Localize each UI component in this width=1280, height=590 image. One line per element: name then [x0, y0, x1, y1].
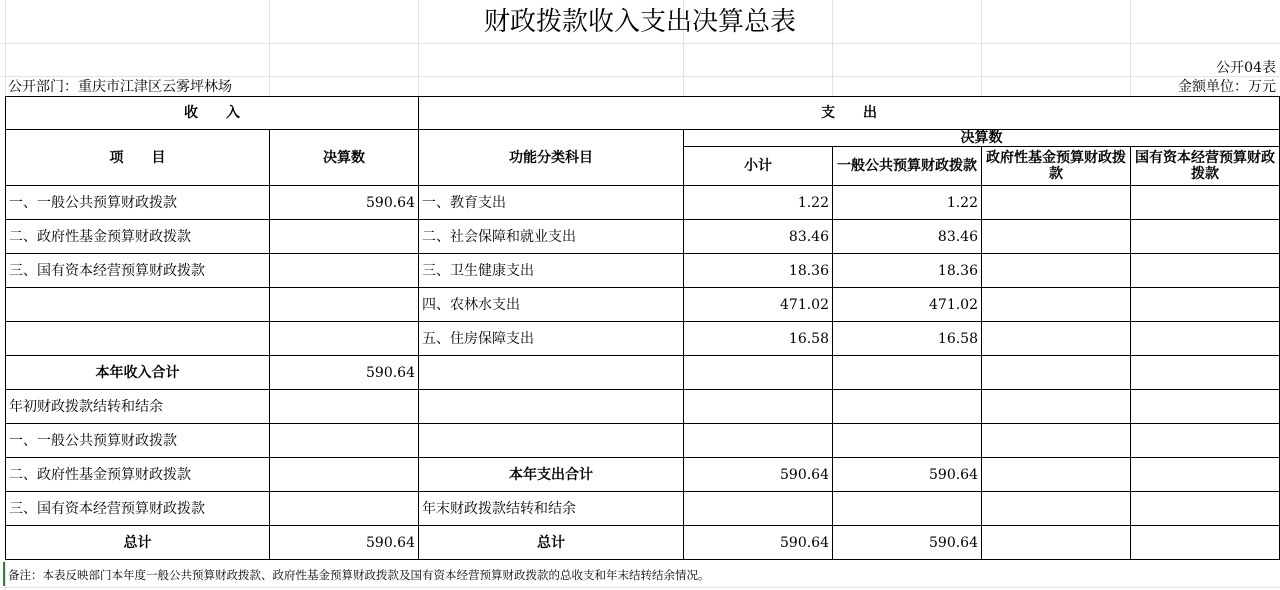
- general-budget-cell: 590.64: [833, 526, 982, 560]
- soe-capital-cell: [1131, 390, 1280, 424]
- general-budget-cell: 83.46: [833, 220, 982, 254]
- expense-item-cell: 五、住房保障支出: [419, 322, 684, 356]
- general-budget-cell: 16.58: [833, 322, 982, 356]
- soe-capital-cell: [1131, 492, 1280, 526]
- subtotal-cell: 590.64: [684, 526, 833, 560]
- subtotal-cell: [684, 390, 833, 424]
- general-budget-cell: [833, 424, 982, 458]
- table-row: [6, 458, 1280, 492]
- income-item-cell: 年初财政拨款结转和结余: [6, 390, 270, 424]
- soe-capital-cell: [1131, 356, 1280, 390]
- income-amount-cell: 590.64: [270, 356, 419, 390]
- gov-fund-cell: [982, 220, 1131, 254]
- income-amount-cell: [270, 288, 419, 322]
- gridline: [0, 43, 1280, 44]
- table-row: [6, 254, 1280, 288]
- subtotal-cell: [684, 424, 833, 458]
- subtotal-cell: [684, 356, 833, 390]
- subtotal-header: 小计: [684, 147, 833, 186]
- income-item-cell: [6, 288, 270, 322]
- expense-header: 支 出: [419, 97, 1280, 130]
- gov-fund-header: 政府性基金预算财政拨款: [982, 147, 1131, 186]
- soe-capital-cell: [1131, 186, 1280, 220]
- gov-fund-cell: [982, 186, 1131, 220]
- expense-item-cell: 四、农林水支出: [419, 288, 684, 322]
- unit-label: 金额单位：万元: [1178, 79, 1276, 95]
- soe-capital-cell: [1131, 254, 1280, 288]
- expense-item-cell: 二、社会保障和就业支出: [419, 220, 684, 254]
- gridline: [0, 587, 1280, 588]
- income-amount-cell: [270, 390, 419, 424]
- income-item-cell: 一、一般公共预算财政拨款: [6, 186, 270, 220]
- income-amount-cell: 590.64: [270, 526, 419, 560]
- budget-summary-table: [5, 96, 1280, 560]
- subtotal-cell: 16.58: [684, 322, 833, 356]
- gov-fund-cell: [982, 356, 1131, 390]
- department-label: 公开部门：重庆市江津区云雾坪林场: [8, 79, 232, 95]
- expense-item-cell: 三、卫生健康支出: [419, 254, 684, 288]
- income-amount-cell: [270, 492, 419, 526]
- income-amount-cell: [270, 254, 419, 288]
- gov-fund-cell: [982, 492, 1131, 526]
- soe-capital-cell: [1131, 424, 1280, 458]
- table-row: [6, 390, 1280, 424]
- table-row: [6, 322, 1280, 356]
- expense-item-cell: [419, 424, 684, 458]
- table-row: [6, 424, 1280, 458]
- subtotal-cell: 83.46: [684, 220, 833, 254]
- income-item-cell: 一、一般公共预算财政拨款: [6, 424, 270, 458]
- expense-item-cell: [419, 356, 684, 390]
- gov-fund-cell: [982, 424, 1131, 458]
- gov-fund-cell: [982, 458, 1131, 492]
- gov-fund-cell: [982, 526, 1131, 560]
- general-budget-cell: 18.36: [833, 254, 982, 288]
- final-amount-header: 决算数: [684, 130, 1280, 147]
- report-title: 财政拨款收入支出决算总表: [483, 7, 796, 37]
- soe-capital-cell: [1131, 458, 1280, 492]
- expense-item-cell: 一、教育支出: [419, 186, 684, 220]
- income-item-cell: 本年收入合计: [6, 356, 270, 390]
- income-item-cell: 总计: [6, 526, 270, 560]
- income-item-cell: 二、政府性基金预算财政拨款: [6, 458, 270, 492]
- income-amount-cell: [270, 322, 419, 356]
- soe-capital-cell: [1131, 526, 1280, 560]
- gov-fund-cell: [982, 390, 1131, 424]
- item-header: 项 目: [6, 130, 270, 186]
- general-budget-cell: 1.22: [833, 186, 982, 220]
- subtotal-cell: 590.64: [684, 458, 833, 492]
- general-budget-cell: [833, 390, 982, 424]
- income-amount-cell: 590.64: [270, 186, 419, 220]
- general-budget-header: 一般公共预算财政拨款: [833, 147, 982, 186]
- subtotal-cell: [684, 492, 833, 526]
- income-item-cell: 三、国有资本经营预算财政拨款: [6, 492, 270, 526]
- income-amount-cell: [270, 220, 419, 254]
- footnote: 备注：本表反映部门本年度一般公共预算财政拨款、政府性基金预算财政拨款及国有资本经营预算财政拨款的总收支和年末结转结余情况。: [8, 568, 710, 582]
- function-header: 功能分类科目: [419, 130, 684, 186]
- general-budget-cell: [833, 356, 982, 390]
- income-header: 收 入: [6, 97, 419, 130]
- soe-capital-header: 国有资本经营预算财政拨款: [1131, 147, 1280, 186]
- soe-capital-cell: [1131, 322, 1280, 356]
- gov-fund-cell: [982, 322, 1131, 356]
- income-amount-cell: [270, 424, 419, 458]
- cell-selection-marker: [3, 562, 5, 586]
- general-budget-cell: [833, 492, 982, 526]
- subtotal-cell: 18.36: [684, 254, 833, 288]
- income-item-cell: 三、国有资本经营预算财政拨款: [6, 254, 270, 288]
- gov-fund-cell: [982, 288, 1131, 322]
- income-amount-cell: [270, 458, 419, 492]
- income-item-cell: [6, 322, 270, 356]
- table-row: [6, 186, 1280, 220]
- soe-capital-cell: [1131, 220, 1280, 254]
- subtotal-cell: 471.02: [684, 288, 833, 322]
- table-row: [6, 492, 1280, 526]
- expense-item-cell: 年末财政拨款结转和结余: [419, 492, 684, 526]
- gridline: [0, 76, 1280, 77]
- form-code: 公开04表: [1216, 60, 1276, 76]
- amount-header: 决算数: [270, 130, 419, 186]
- table-row: [6, 526, 1280, 560]
- expense-item-cell: 总计: [419, 526, 684, 560]
- expense-item-cell: [419, 390, 684, 424]
- soe-capital-cell: [1131, 288, 1280, 322]
- table-row: [6, 220, 1280, 254]
- subtotal-cell: 1.22: [684, 186, 833, 220]
- gov-fund-cell: [982, 254, 1131, 288]
- table-row: [6, 288, 1280, 322]
- expense-item-cell: 本年支出合计: [419, 458, 684, 492]
- table-row: [6, 356, 1280, 390]
- general-budget-cell: 471.02: [833, 288, 982, 322]
- general-budget-cell: 590.64: [833, 458, 982, 492]
- income-item-cell: 二、政府性基金预算财政拨款: [6, 220, 270, 254]
